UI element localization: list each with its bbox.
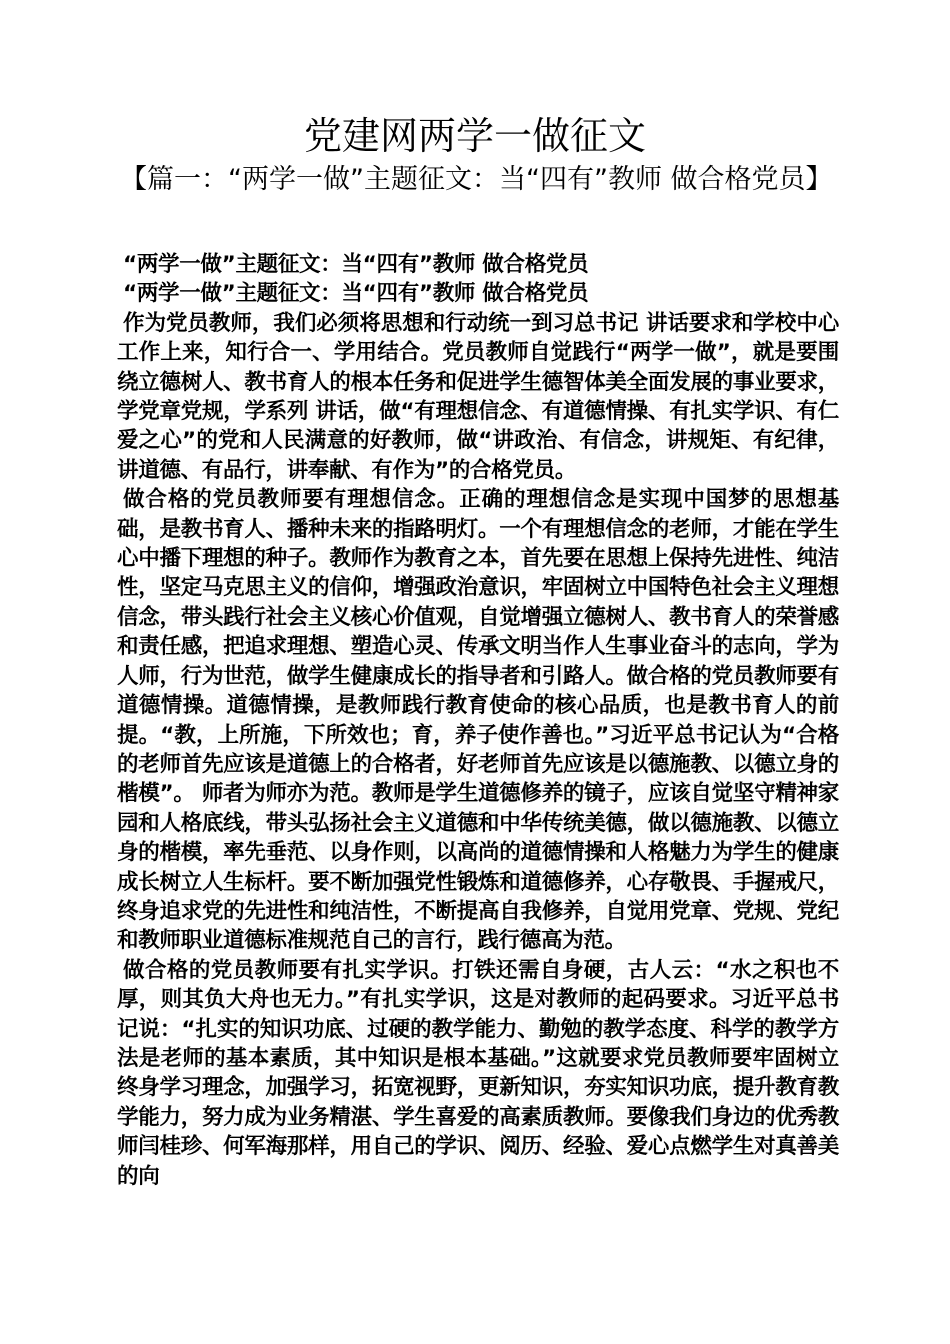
document-subtitle: 【篇一：“两学一做”主题征文：当“四有”教师 做合格党员】 [120,164,833,195]
body-paragraph: 做合格的党员教师要有理想信念。正确的理想信念是实现中国梦的思想基础，是教书育人、播种未来的指路明灯。一个有理想信念的老师，才能在学生心中播下理想的种子。教师作为教育之本，首先要在思想上保持先进性、纯洁性，坚定马克思主义的信仰，增强政治意识，牢固树立中国特色社会主义理想信念，带头践行社会主义核心价值观，自觉增强立德树人、教书育人的荣誉感和责任感，把追求理想、塑造心灵、传承文明当作人生事业奋斗的志向，学为人师，行为世范，做学生健康成长的指导者和引路人。做合格的党员教师要有道德情操。道德情操，是教师践行教育使命的核心品质，也是教书育人的前提。“教，上所施，下所效也；育，养子使作善也。”习近平总书记认为“合格的老师首先应该是道德上的合格者，好老师首先应该是以德施教、以德立身的楷模”。 师者为师亦为范。教师是学生道德修养的镜子，应该自觉坚守精神家园和人格底线，带头弘扬社会主义道德和中华传统美德，做以德施教、以德立身的楷模，率先垂范、以身作则，以高尚的道德情操和人格魅力为学生的健康成长树立人生标杆。要不断加强党性锻炼和道德修养，心存敬畏、手握戒尺，终身追求党的先进性和纯洁性，不断提高自我修养，自觉用党章、党规、党纪和教师职业道德标准规范自己的言行，践行德高为范。 [117,487,839,954]
section-heading: “两学一做”主题征文：当“四有”教师 做合格党员 [123,252,589,277]
document-body [117,250,839,1191]
section-heading: “两学一做”主题征文：当“四有”教师 做合格党员 [123,281,589,307]
body-paragraph: 作为党员教师，我们必须将思想和行动统一到习总书记 讲话要求和学校中心工作上来，知行合一、学用结合。党员教师自觉践行“两学一做”，就是要围绕立德树人、教书育人的根本任务和促进学生德智体美全面发展的事业要求，学党章党规，学系列 讲话，做“有理想信念、有道德情操、有扎实学识、有仁爱之心”的党和人民满意的好教师，做“讲政治、有信念，讲规矩、有纪律，讲道德、有品行，讲奉献、有作为”的合格党员。 [117,310,839,483]
document-title: 党建网两学一做征文 [303,114,646,158]
body-paragraph: 做合格的党员教师要有扎实学识。打铁还需自身硬，古人云：“水之积也不厚，则其负大舟也无力。”有扎实学识，这是对教师的起码要求。习近平总书记说：“扎实的知识功底、过硬的教学能力、勤勉的教学态度、科学的教学方法是老师的基本素质，其中知识是根本基础。”这就要求党员教师要牢固树立终身学习理念，加强学习，拓宽视野，更新知识，夯实知识功底，提升教育教学能力，努力成为业务精湛、学生喜爱的高素质教师。要像我们身边的优秀教师闫桂珍、何军海那样，用自己的学识、阅历、经验、爱心点燃学生对真善美的向 [117,957,839,1189]
